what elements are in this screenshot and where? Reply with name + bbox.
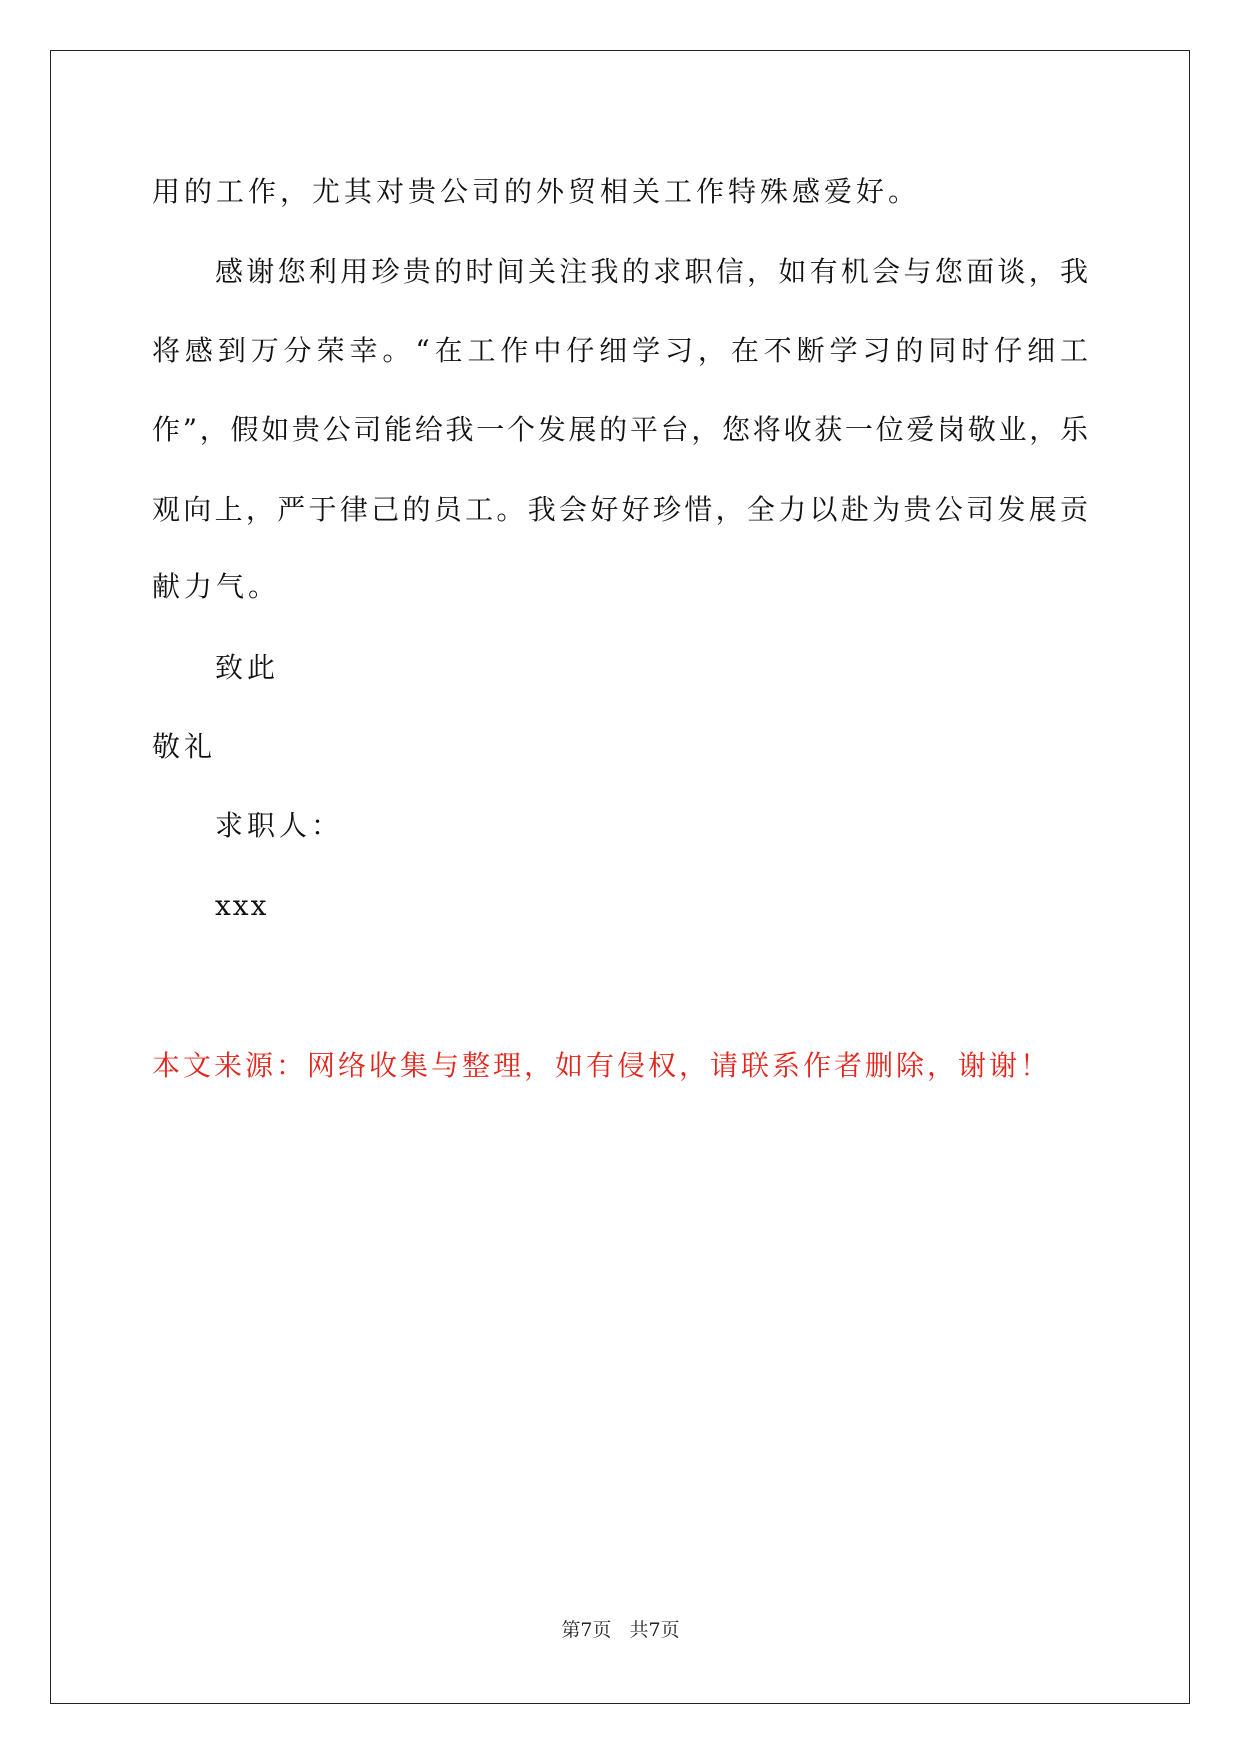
body-line-3: 将感到万分荣幸。“在工作中仔细学习，在不断学习的同时仔细工 [152, 334, 1088, 367]
body-line-4: 作”，假如贵公司能给我一个发展的平台，您将收获一位爱岗敬业，乐 [152, 413, 1088, 446]
page-frame [50, 50, 1190, 1704]
source-note: 本文来源：网络收集与整理，如有侵权，请联系作者删除，谢谢！ [152, 1049, 1052, 1082]
applicant-name: xxx [215, 889, 269, 922]
body-line-5: 观向上，严于律己的员工。我会好好珍惜，全力以赴为贵公司发展贡 [152, 493, 1088, 526]
page-number-footer: 第7页 共7页 [561, 1619, 680, 1641]
body-line-6: 献力气。 [152, 570, 281, 603]
body-line-1: 用的工作，尤其对贵公司的外贸相关工作特殊感爱好。 [152, 175, 921, 208]
closing-jingli: 敬礼 [152, 730, 217, 763]
applicant-label: 求职人： [215, 809, 344, 842]
closing-zhici: 致此 [215, 651, 280, 684]
body-line-2: 感谢您利用珍贵的时间关注我的求职信，如有机会与您面谈，我 [215, 255, 1088, 288]
